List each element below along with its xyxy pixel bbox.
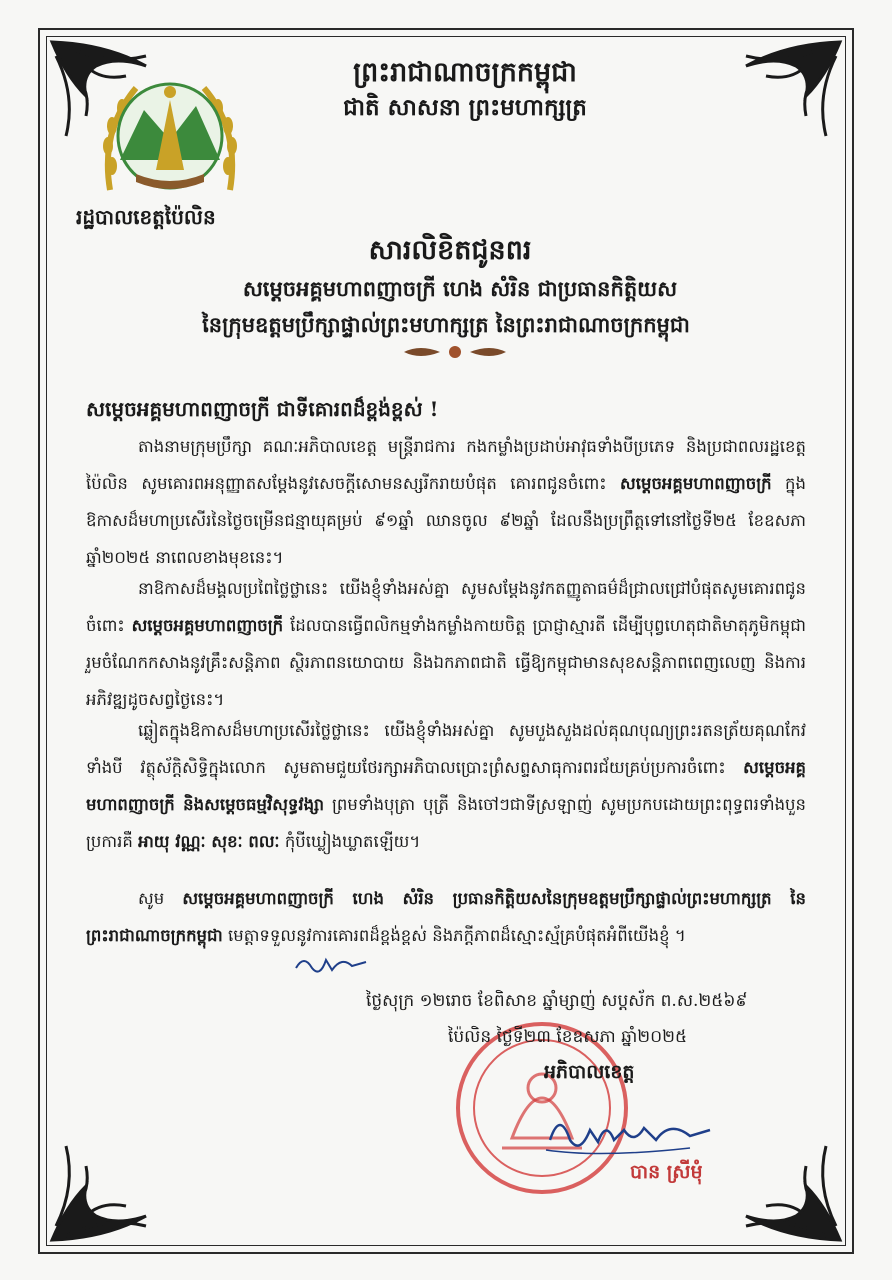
paragraph-2-text-c: ដែលបានធ្វើពលិកម្មទាំងកម្លាំងកាយចិត្ត ប្រាជ្ញាស្មារតី ដើម្បីបុព្វហេតុជាតិមាតុភូមិកម្ពុជា រួមចំណែកកសាងនូវគ្រឹះសន្តិភាព ស្ថិរភាពនយោបាយ និងឯកភាពជាតិ ធ្វើឱ្យកម្ពុជាមានសុខសន្តិភាពពេញលេញ និងការអភិវឌ្ឍដូចសព្វថ្ងៃនេះ។ (86, 616, 806, 709)
handwritten-initial (292, 948, 372, 978)
paragraph-1 (86, 428, 806, 576)
paragraph-2 (86, 570, 806, 718)
corner-ornament-bottom-right (736, 1136, 846, 1246)
salutation: សម្តេចអគ្គមហាពញាចក្រី ជាទីគោរពដ៏ខ្ពង់ខ្ពស់ ! (86, 397, 439, 421)
corner-ornament-bottom-left (46, 1136, 156, 1246)
paragraph-3 (86, 712, 806, 860)
national-motto: ជាតិ សាសនា ព្រះមហាក្សត្រ (343, 94, 587, 121)
letter-title: សារលិខិតជូនពរ (368, 235, 532, 266)
kingdom-heading: ព្រះរាជាណាចក្រកម្ពុជា (353, 57, 577, 88)
paragraph-4-honorific: សម្តេចអគ្គមហាពញាចក្រី ហេង សំរិន ប្រធានកិត្តិយសនៃក្រុមឧត្តមប្រឹក្សាផ្ទាល់ព្រះមហាក្សត្រ នៃព្រះរាជាណាចក្រកម្ពុជា (86, 889, 806, 945)
decorative-divider (400, 342, 510, 362)
paragraph-4 (86, 880, 806, 954)
paragraph-1-text-c: ក្នុងឱកាសដ៏មហាប្រសើរនៃថ្ងៃចម្រើនជន្មាយុគម្រប់ ៩១ឆ្នាំ ឈានចូល ៩២ឆ្នាំ ដែលនឹងប្រព្រឹត្តទៅនៅថ្ងៃទី២៥ ខែឧសភា ឆ្នាំ២០២៥ នាពេលខាងមុខនេះ។ (86, 474, 806, 567)
province-administration-label: រដ្ឋបាលខេត្តប៉ៃលិន (76, 205, 216, 229)
province-emblem-logo (96, 70, 244, 202)
paragraph-1-text-a: តាងនាមក្រុមប្រឹក្សា គណៈអភិបាលខេត្ត មន្ត្រីរាជការ កងកម្លាំងប្រដាប់អាវុធទាំងបីប្រភេទ និងប្រជាពលរដ្ឋខេត្តប៉ៃលិន សូមគោរពអនុញ្ញាតសម្តែងនូវសេចក្តីសោមនស្សរីករាយបំផុត គោរពជូនចំពោះ (86, 437, 806, 493)
governor-title: អភិបាលខេត្ត (544, 1061, 635, 1083)
date-solar: ប៉ៃលិន ថ្ងៃទី២៣ ខែឧសភា ឆ្នាំ២០២៥ (448, 1027, 688, 1047)
handwritten-signature (540, 1100, 720, 1160)
corner-ornament-top-right (736, 36, 846, 146)
paragraph-2-honorific: សម្តេចអគ្គមហាពញាចក្រី (131, 616, 284, 635)
date-lunar: ថ្ងៃសុក្រ ១២រោច ខែពិសាខ ឆ្នាំម្សាញ់ សប្តស័ក ព.ស.២៥៦៩ (366, 991, 748, 1011)
signer-name: បាន ស្រីមុំ (630, 1161, 703, 1183)
paragraph-4-text-a: សូម (138, 889, 165, 908)
recipient-line-2: នៃក្រុមឧត្តមប្រឹក្សាផ្ទាល់ព្រះមហាក្សត្រ នៃព្រះរាជាណាចក្រកម្ពុជា (202, 312, 690, 337)
paragraph-4-text-c: មេត្តាទទួលនូវការគោរពដ៏ខ្ពង់ខ្ពស់ និងភក្តីភាពដ៏ស្មោះស្ម័គ្របំផុតអំពីយើងខ្ញុំ ។ (227, 926, 686, 945)
paragraph-3-text-e: កុំបីឃ្លៀងឃ្លាតឡើយ។ (284, 832, 421, 851)
paragraph-2-text-a: នាឱកាសដ៏មង្គលប្រពៃថ្លៃថ្លានេះ យើងខ្ញុំទាំងអស់គ្នា សូមសម្តែងនូវកតញ្ញូតាធម៌ដ៏ជ្រាលជ្រៅបំផុតសូមគោរពជូនចំពោះ (86, 579, 806, 635)
paragraph-3-honorific: សម្តេចអគ្គមហាពញាចក្រី និងសម្តេចធម្មវិសុទ្ធវង្សា (86, 758, 807, 814)
recipient-line-1: សម្តេចអគ្គមហាពញាចក្រី ហេង សំរិន ជាប្រធានកិត្តិយស (242, 276, 678, 301)
paragraph-1-honorific: សម្តេចអគ្គមហាពញាចក្រី (620, 474, 772, 493)
paragraph-3-text-a: ឆ្លៀតក្នុងឱកាសដ៏មហាប្រសើរថ្លៃថ្លានេះ យើងខ្ញុំទាំងអស់គ្នា សូមបួងសួងដល់គុណបុណ្យព្រះរតនត្រ័យគុណកែវទាំងបី វត្ថុស័ក្តិសិទ្ធិក្នុងលោក សូមតាមជួយថែរក្សាអភិបាលប្រោះព្រំសព្ទសាធុការពរជ័យគ្រប់ប្រការចំពោះ (86, 721, 806, 777)
paragraph-3-text-c: ព្រមទាំងបុត្រា បុត្រី និងចៅៗជាទីស្រឡាញ់ សូមប្រកបដោយព្រះពុទ្ធពរទាំងបួនប្រការគឺ (86, 795, 806, 851)
paragraph-3-blessings: អាយុ វណ្ណៈ សុខៈ ពលៈ (138, 832, 280, 851)
